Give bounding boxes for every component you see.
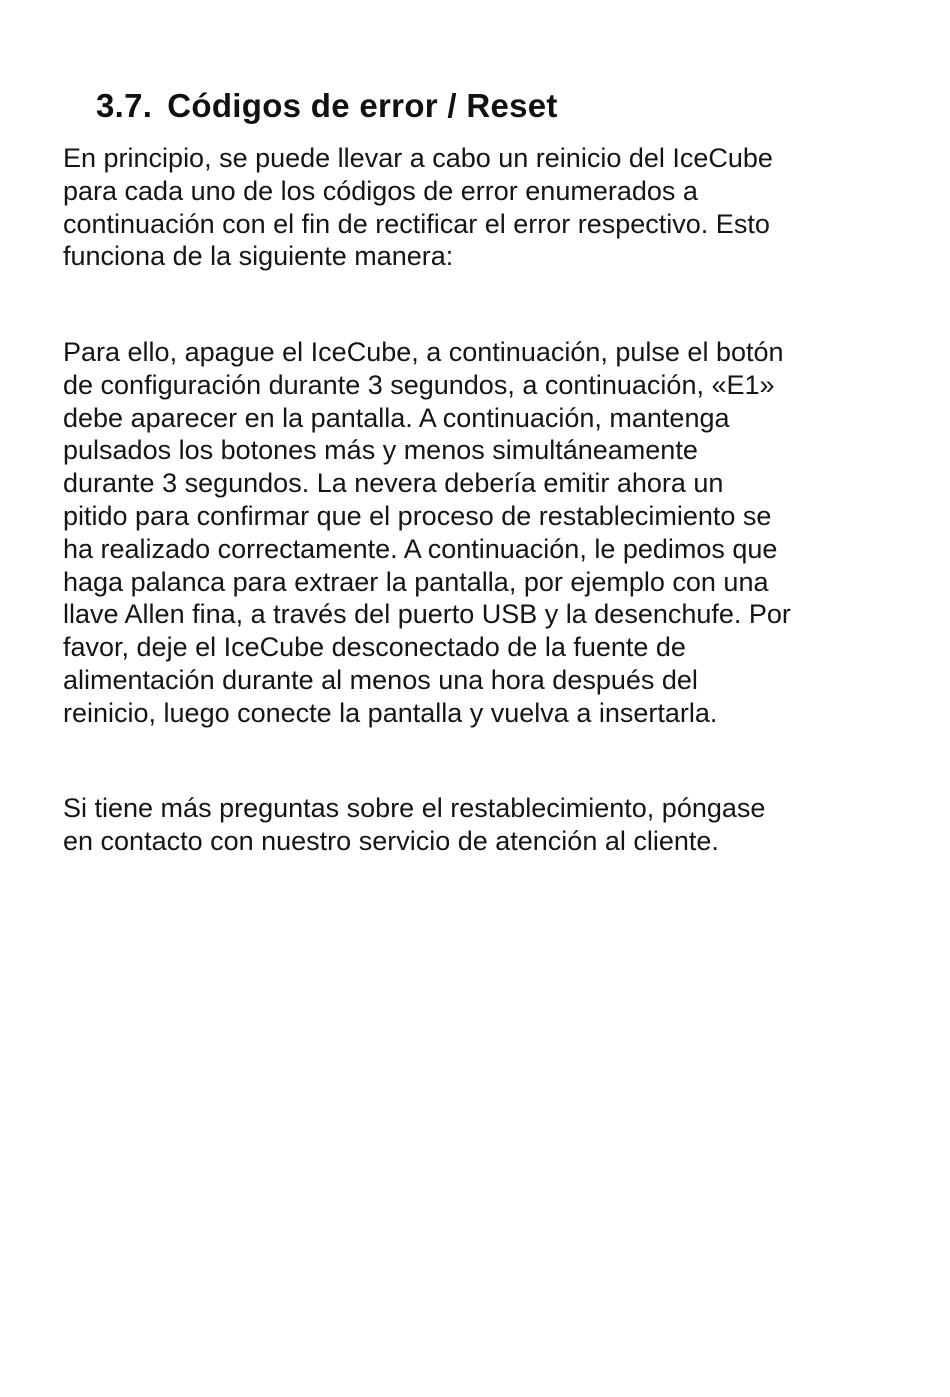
paragraph-intro <box>63 142 893 273</box>
text-line: funciona de la siguiente manera: <box>63 241 454 272</box>
text-line: de configuración durante 3 segundos, a continuación, «E1» <box>63 369 775 400</box>
text-line: favor, deje el IceCube desconectado de la fuente de <box>63 632 686 663</box>
section-title: Códigos de error / Reset <box>167 87 558 125</box>
text-line: Si tiene más preguntas sobre el restablecimiento, póngase <box>63 793 766 823</box>
text-line: continuación con el fin de rectificar el error respectivo. Esto <box>63 208 770 239</box>
text-line: para cada uno de los códigos de error enumerados a <box>63 175 698 206</box>
text-line: haga palanca para extraer la pantalla, por ejemplo con una <box>63 566 769 597</box>
text-line: ha realizado correctamente. A continuación, le pedimos que <box>63 533 778 564</box>
section-heading <box>96 87 558 125</box>
text-line: debe aparecer en la pantalla. A continuación, mantenga <box>63 402 730 433</box>
text-line: durante 3 segundos. La nevera debería emitir ahora un <box>63 468 724 499</box>
text-line: alimentación durante al menos una hora después del <box>63 664 698 695</box>
text-line: llave Allen fina, a través del puerto USB y la desenchufe. Por <box>63 599 791 630</box>
text-line: pulsados los botones más y menos simultáneamente <box>63 435 698 466</box>
paragraph-contact <box>63 792 893 858</box>
text-line: pitido para confirmar que el proceso de restablecimiento se <box>63 500 772 531</box>
paragraph-reset-instructions <box>63 336 893 730</box>
text-line: En principio, se puede llevar a cabo un reinicio del IceCube <box>63 143 773 173</box>
text-line: Para ello, apague el IceCube, a continuación, pulse el botón <box>63 337 784 367</box>
text-line: reinicio, luego conecte la pantalla y vuelva a insertarla. <box>63 697 718 728</box>
text-line: en contacto con nuestro servicio de atención al cliente. <box>63 825 719 856</box>
section-number: 3.7. <box>96 87 153 125</box>
